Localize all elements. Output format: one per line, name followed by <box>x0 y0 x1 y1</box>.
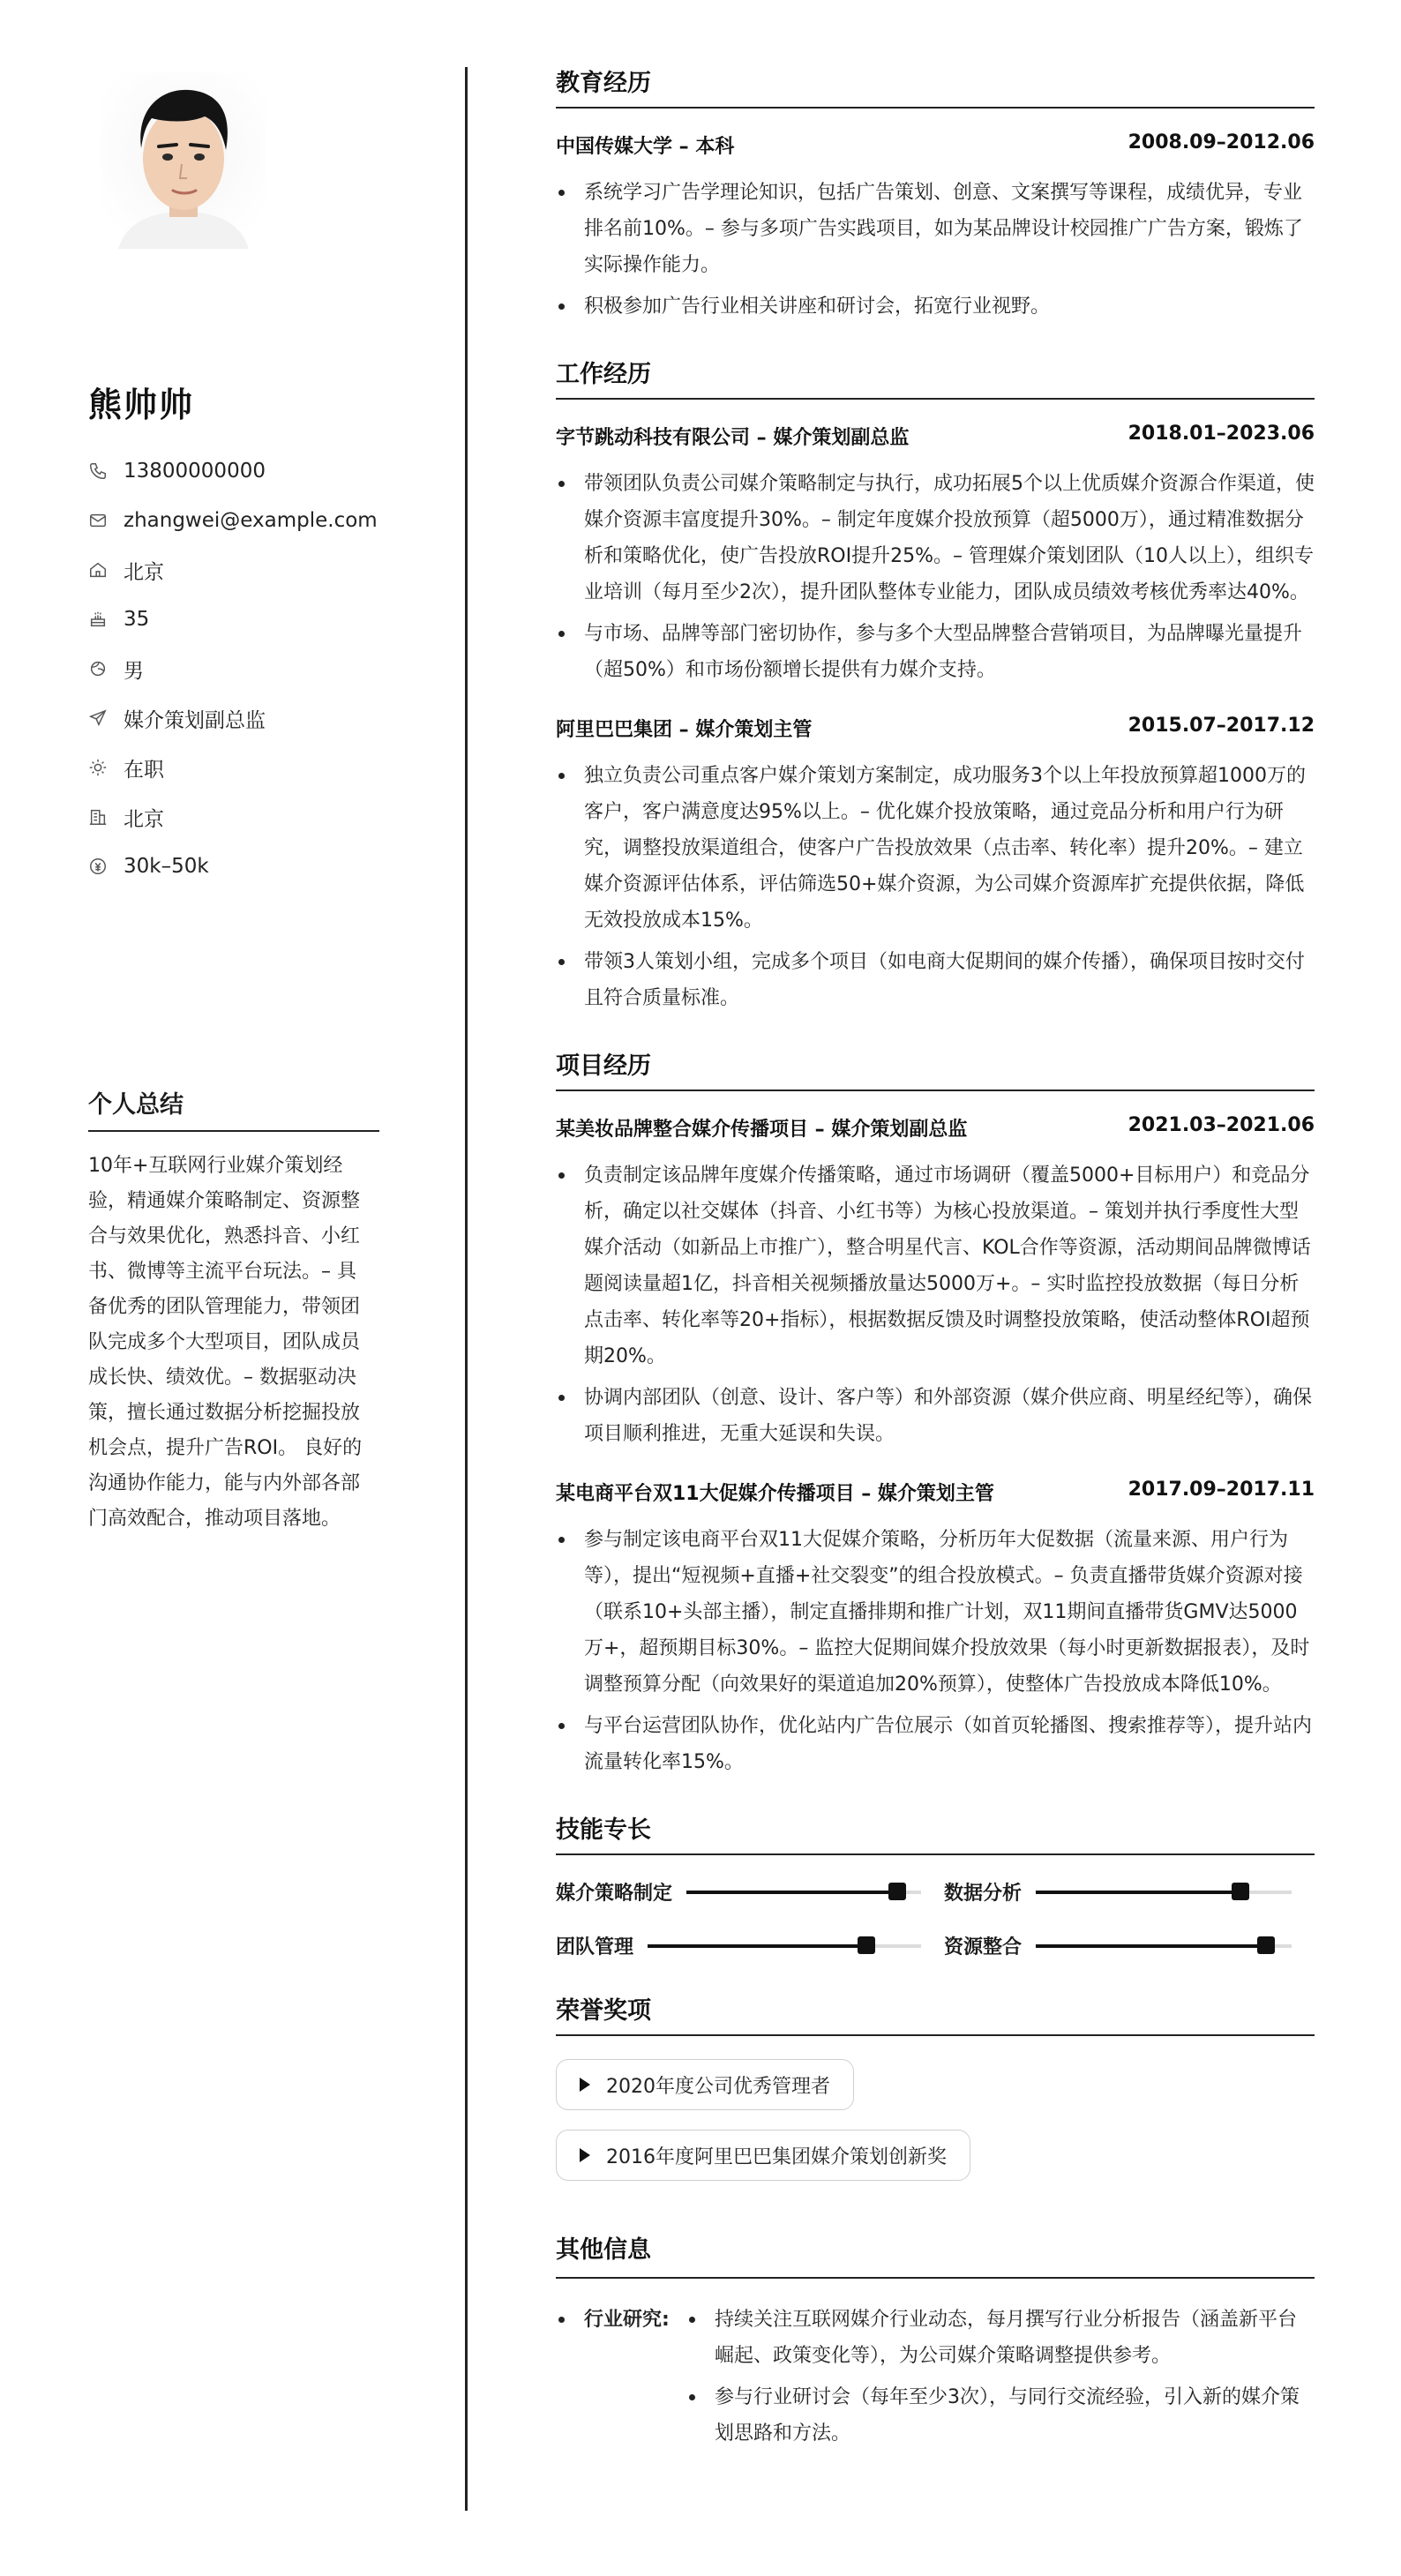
status-value: 在职 <box>124 758 164 782</box>
skill-bar-knob <box>888 1883 906 1900</box>
projects-section <box>556 1046 1315 1780</box>
info-position <box>88 693 379 743</box>
cake-icon <box>88 610 108 629</box>
skill-item <box>944 1932 1315 1959</box>
skill-item <box>556 1878 944 1906</box>
skill-item <box>556 1932 944 1959</box>
skill-bar-fill <box>1036 1891 1240 1894</box>
phone-icon <box>88 461 108 481</box>
entry-title: 某美妆品牌整合媒介传播项目 – 媒介策划副总监 <box>556 1119 968 1141</box>
bullet-item: 带领3人策划小组，完成多个项目（如电商大促期间的媒介传播），确保项目按时交付且符合质量标准。 <box>556 944 1315 1016</box>
column-divider <box>465 67 468 2511</box>
other-item-label: 行业研究: <box>584 2309 670 2331</box>
education-entry <box>556 131 1315 325</box>
position-value: 媒介策划副总监 <box>124 708 266 732</box>
bullet-item: 与平台运营团队协作，优化站内广告位展示（如首页轮播图、搜索推荐等），提升站内流量转化率15%。 <box>556 1708 1315 1780</box>
entry-header <box>556 715 1315 742</box>
skill-bar <box>686 1891 921 1894</box>
salary-value: 30k–50k <box>124 855 209 878</box>
entry-header <box>556 1479 1315 1506</box>
education-section-title: 教育经历 <box>556 64 1315 109</box>
entry-title: 中国传媒大学 – 本科 <box>556 136 735 158</box>
status-icon <box>88 758 108 777</box>
work-entry <box>556 423 1315 688</box>
projects-section-title: 项目经历 <box>556 1046 1315 1091</box>
other-section <box>556 2232 1315 2457</box>
bullet-item: 积极参加广告行业相关讲座和研讨会，拓宽行业视野。 <box>556 288 1315 325</box>
bullet-item: 参与行业研讨会（每年至少3次），与同行交流经验，引入新的媒介策划思路和方法。 <box>686 2379 1315 2452</box>
play-icon <box>580 2078 590 2092</box>
entry-bullets <box>556 175 1315 325</box>
award-label: 2016年度阿里巴巴集团媒介策划创新奖 <box>606 2145 947 2168</box>
entry-date: 2015.07–2017.12 <box>1128 715 1315 737</box>
send-icon <box>88 708 108 728</box>
other-section-title: 其他信息 <box>556 2232 1315 2279</box>
bullet-item: 协调内部团队（创意、设计、客户等）和外部资源（媒介供应商、明星经纪等），确保项目顺利推进，无重大延误和失误。 <box>556 1380 1315 1452</box>
bullet-item: 持续关注互联网媒介行业动态，每月撰写行业分析报告（涵盖新平台崛起、政策变化等），为公司媒介策略调整提供参考。 <box>686 2302 1315 2374</box>
awards-section-title: 荣誉奖项 <box>556 1991 1315 2036</box>
entry-title: 阿里巴巴集团 – 媒介策划主管 <box>556 719 813 741</box>
info-phone <box>88 446 379 496</box>
skill-item <box>944 1878 1315 1906</box>
info-gender <box>88 644 379 693</box>
mail-icon <box>88 511 108 530</box>
skill-bar-fill <box>648 1944 866 1948</box>
entry-date: 2021.03–2021.06 <box>1128 1114 1315 1136</box>
candidate-name: 熊帅帅 <box>88 386 195 424</box>
skill-bar-knob <box>1232 1883 1249 1900</box>
skill-bar-fill <box>686 1891 897 1894</box>
bullet-item: 系统学习广告学理论知识，包括广告策划、创意、文案撰写等课程，成绩优异，专业排名前10%。– 参与多项广告实践项目，如为某品牌设计校园推广广告方案，锻炼了实际操作能力。 <box>556 175 1315 283</box>
bullet-item: 带领团队负责公司媒介策略制定与执行，成功拓展5个以上优质媒介资源合作渠道，使媒介资源丰富度提升30%。– 制定年度媒介投放预算（超5000万），通过精准数据分析和策略优化，使广告投放ROI提升25%。– 管理媒介策划团队（10人以上），组织专业培训（每月至少2次），提升团队整体专业能力，团队成员绩效考核优秀率达40%。 <box>556 466 1315 610</box>
skill-bar <box>648 1944 921 1948</box>
city-value: 北京 <box>124 807 164 831</box>
building-icon <box>88 807 108 827</box>
avatar <box>101 72 266 249</box>
bullet-item: 独立负责公司重点客户媒介策划方案制定，成功服务3个以上年投放预算超1000万的客户，客户满意度达95%以上。– 优化媒介投放策略，通过竞品分析和用户行为研究，调整投放渠道组合，使客户广告投放效果（点击率、转化率）提升20%。– 建立媒介资源评估体系，评估筛选50+媒介资源，为公司媒介资源库扩充提供依据，降低无效投放成本15%。 <box>556 758 1315 939</box>
skills-grid <box>556 1878 1315 1959</box>
info-email <box>88 496 379 545</box>
awards-section <box>556 1991 1315 2200</box>
award-chip[interactable] <box>556 2130 970 2181</box>
award-chip[interactable] <box>556 2059 854 2110</box>
skill-bar <box>1036 1944 1292 1948</box>
salary-icon <box>88 857 108 876</box>
skills-section-title: 技能专长 <box>556 1810 1315 1855</box>
location-value: 北京 <box>124 560 164 584</box>
main-content <box>556 64 1315 2457</box>
entry-bullets <box>556 466 1315 688</box>
award-item <box>556 2130 1315 2200</box>
gender-icon <box>88 659 108 678</box>
info-city <box>88 792 379 842</box>
phone-value: 13800000000 <box>124 460 266 483</box>
skill-label: 媒介策略制定 <box>556 1883 673 1905</box>
entry-header <box>556 1114 1315 1142</box>
work-entry <box>556 715 1315 1016</box>
info-location <box>88 545 379 595</box>
entry-date: 2018.01–2023.06 <box>1128 423 1315 445</box>
work-section <box>556 355 1315 1016</box>
bullet-item: 与市场、品牌等部门密切协作，参与多个大型品牌整合营销项目，为品牌曝光量提升（超50%）和市场份额增长提供有力媒介支持。 <box>556 616 1315 688</box>
skill-bar-fill <box>1036 1944 1266 1948</box>
project-entry <box>556 1114 1315 1452</box>
age-value: 35 <box>124 608 150 631</box>
other-item-bullets <box>686 2302 1315 2457</box>
info-salary <box>88 842 379 891</box>
skill-label: 资源整合 <box>944 1936 1023 1958</box>
entry-title: 某电商平台双11大促媒介传播项目 – 媒介策划主管 <box>556 1483 994 1505</box>
skill-bar-knob <box>1257 1936 1275 1954</box>
entry-bullets <box>556 1522 1315 1780</box>
bullet-item: 参与制定该电商平台双11大促媒介策略，分析历年大促数据（流量来源、用户行为等），提出“短视频+直播+社交裂变”的组合投放模式。– 负责直播带货媒介资源对接（联系10+头部主播），制定直播排期和推广计划，双11期间直播带货GMV达5000万+，超预期目标30%。– 监控大促期间媒介投放效果（每小时更新数据报表），及时调整预算分配（向效果好的渠道追加20%预算），使整体广告投放成本降低10%。 <box>556 1522 1315 1703</box>
play-icon <box>580 2148 590 2162</box>
gender-value: 男 <box>124 659 144 683</box>
project-entry <box>556 1479 1315 1780</box>
skill-label: 团队管理 <box>556 1936 634 1958</box>
entry-bullets <box>556 1157 1315 1452</box>
bullet-item: 负责制定该品牌年度媒介传播策略，通过市场调研（覆盖5000+目标用户）和竞品分析，确定以社交媒体（抖音、小红书等）为核心投放渠道。– 策划并执行季度性大型媒介活动（如新品上市推广），整合明星代言、KOL合作等资源，活动期间品牌微博话题阅读量超1亿，抖音相关视频播放量达5000万+。– 实时监控投放数据（每日分析点击率、转化率等20+指标），根据数据反馈及时调整投放策略，使活动整体ROI超预期20%。 <box>556 1157 1315 1374</box>
contact-info-list <box>88 446 379 891</box>
skill-label: 数据分析 <box>944 1883 1023 1905</box>
home-icon <box>88 560 108 580</box>
education-section <box>556 64 1315 325</box>
entry-bullets <box>556 758 1315 1016</box>
summary-section-title: 个人总结 <box>88 1085 379 1132</box>
skill-bar <box>1036 1891 1292 1894</box>
entry-title: 字节跳动科技有限公司 – 媒介策划副总监 <box>556 427 910 449</box>
info-status <box>88 743 379 792</box>
entry-header <box>556 423 1315 450</box>
skill-bar-knob <box>858 1936 875 1954</box>
entry-header <box>556 131 1315 159</box>
skills-section <box>556 1810 1315 1959</box>
work-section-title: 工作经历 <box>556 355 1315 400</box>
summary-text: 10年+互联网行业媒介策划经验，精通媒介策略制定、资源整合与效果优化，熟悉抖音、小红书、微博等主流平台玩法。– 具备优秀的团队管理能力，带领团队完成多个大型项目，团队成员成长快、绩效优。– 数据驱动决策，擅长通过数据分析挖掘投放机会点，提升广告ROI。 良好的沟通协作能力，能与内外部各部门高效配合，推动项目落地。 <box>88 1155 363 1530</box>
entry-date: 2017.09–2017.11 <box>1128 1479 1315 1501</box>
award-item <box>556 2059 1315 2130</box>
award-label: 2020年度公司优秀管理者 <box>606 2075 830 2098</box>
entry-date: 2008.09–2012.06 <box>1128 131 1315 154</box>
email-value: zhangwei@example.com <box>124 509 378 532</box>
other-item <box>556 2302 1315 2457</box>
info-age <box>88 595 379 644</box>
